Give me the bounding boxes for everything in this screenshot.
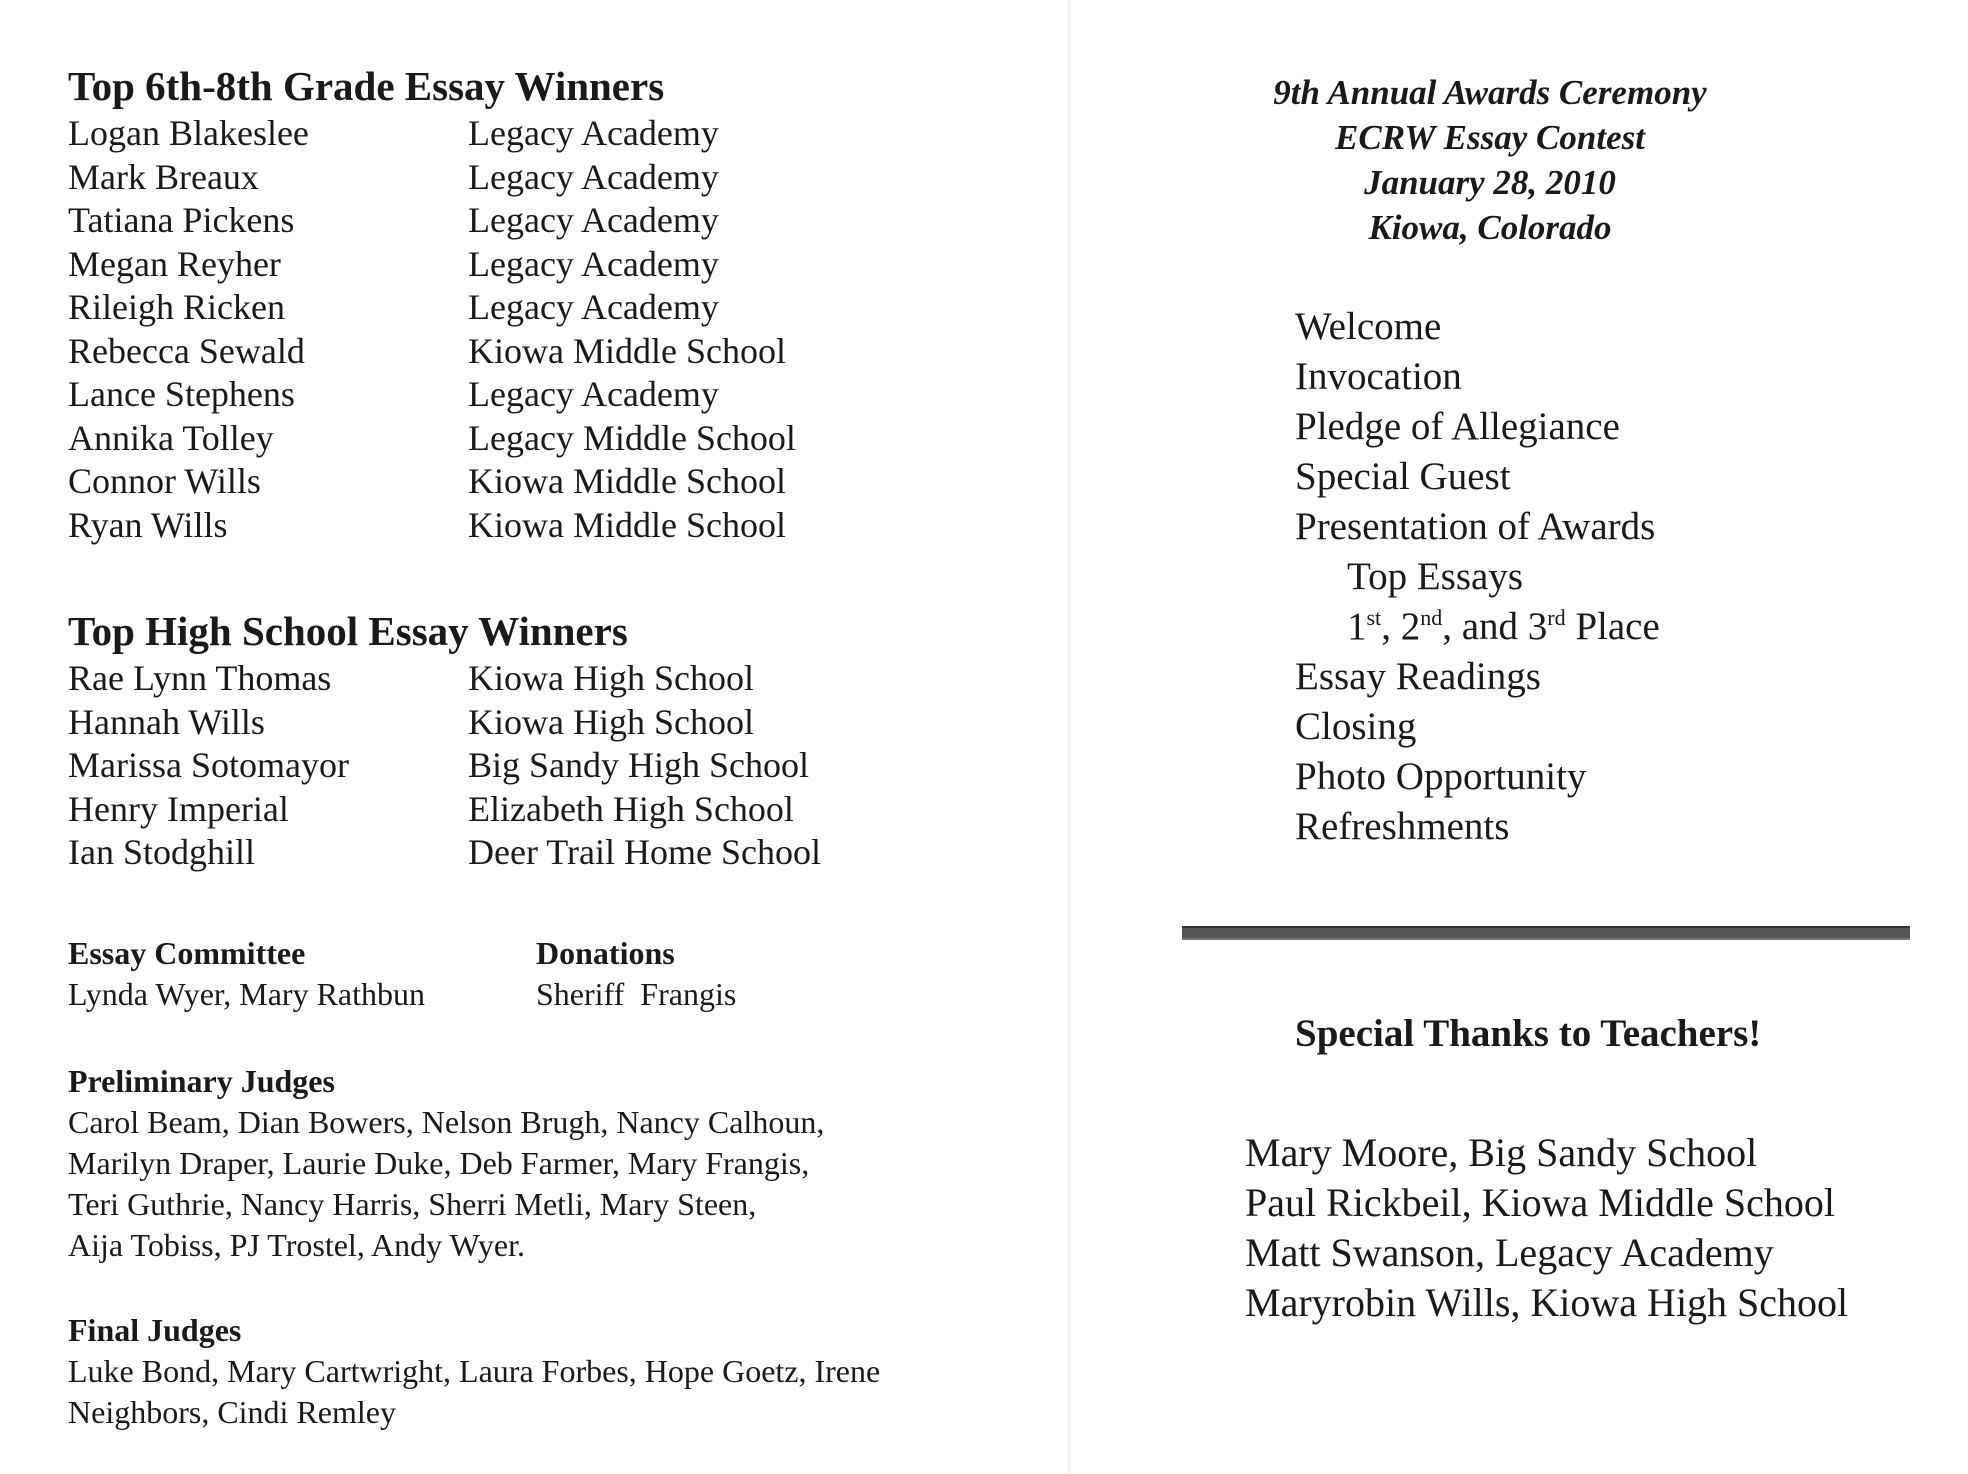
program-item-welcome: Welcome (1295, 305, 1442, 348)
list-item (68, 199, 796, 243)
list-item (68, 112, 796, 156)
middle-school-winners-list (68, 112, 796, 547)
winner-name: Rae Lynn Thomas (68, 658, 332, 698)
program-item-photo: Photo Opportunity (1295, 755, 1587, 798)
winner-name: Henry Imperial (68, 788, 289, 829)
winner-school: Deer Trail Home School (468, 832, 821, 872)
list-item (68, 417, 796, 461)
program-item-special-guest: Special Guest (1295, 455, 1511, 498)
list-item (68, 286, 796, 330)
ceremony-title: 9th Annual Awards Ceremony (1273, 73, 1707, 112)
winner-name: Tatiana Pickens (68, 200, 295, 240)
list-item (68, 657, 821, 701)
winner-school: Kiowa Middle School (468, 461, 786, 501)
preliminary-judges-names: Carol Beam, Dian Bowers, Nelson Brugh, Nancy Calhoun, Marilyn Draper, Laurie Duke, Deb Farmer, Mary Frangis, Teri Guthrie, Nancy Harris, Sherri Metli, Mary Steen, Aija Tobiss, PJ Trostel, Andy Wyer. (68, 1103, 825, 1263)
winner-name: Rileigh Ricken (68, 287, 285, 327)
list-item (68, 701, 821, 745)
winner-school: Kiowa High School (468, 701, 754, 742)
preliminary-judges-title: Preliminary Judges (68, 1062, 335, 1099)
middle-school-winners-title: Top 6th-8th Grade Essay Winners (68, 63, 665, 109)
section-spacer (68, 547, 1028, 607)
high-school-winners-title: Top High School Essay Winners (68, 608, 628, 654)
winner-school: Legacy Middle School (468, 417, 796, 458)
page-fold-line (1068, 0, 1070, 1474)
program-item-places: 1st, 2nd, and 3rd Place (1347, 605, 1660, 648)
ceremony-date: January 28, 2010 (1364, 163, 1616, 202)
final-judges (68, 1310, 968, 1433)
preliminary-judges (68, 1061, 968, 1266)
program-item-refreshments: Refreshments (1295, 805, 1510, 848)
special-thanks-title: Special Thanks to Teachers! (1295, 1012, 1762, 1055)
winner-name: Marissa Sotomayor (68, 745, 349, 785)
winner-school: Legacy Academy (468, 287, 719, 327)
winner-name: Connor Wills (68, 461, 261, 501)
essay-committee-members: Lynda Wyer, Mary Rathbun (68, 975, 426, 1012)
contest-name: ECRW Essay Contest (1335, 118, 1645, 157)
list-item: Paul Rickbeil, Kiowa Middle School (1245, 1180, 1835, 1225)
winner-name: Logan Blakeslee (68, 113, 309, 153)
winner-school: Legacy Academy (468, 374, 719, 414)
program-item-readings: Essay Readings (1295, 655, 1541, 698)
program-item-invocation: Invocation (1295, 355, 1462, 398)
winner-school: Legacy Academy (468, 243, 719, 284)
section-divider (1182, 926, 1910, 940)
program-item-presentation: Presentation of Awards (1295, 505, 1656, 548)
winner-school: Kiowa Middle School (468, 330, 786, 371)
list-item (68, 744, 821, 788)
winner-name: Rebecca Sewald (68, 330, 305, 371)
program-item-pledge: Pledge of Allegiance (1295, 405, 1620, 448)
ceremony-location: Kiowa, Colorado (1368, 208, 1612, 247)
winner-name: Annika Tolley (68, 417, 274, 458)
donations (520, 933, 736, 1015)
winner-school: Legacy Academy (468, 200, 719, 240)
list-item (68, 330, 796, 374)
program-list (1295, 302, 1930, 852)
final-judges-names: Luke Bond, Mary Cartwright, Laura Forbes, Hope Goetz, Irene Neighbors, Cindi Remley (68, 1352, 881, 1430)
final-judges-title: Final Judges (68, 1311, 242, 1348)
left-panel (68, 62, 1028, 1433)
donations-donor: Sheriff Frangis (536, 975, 737, 1012)
list-item (68, 373, 796, 417)
essay-committee (68, 933, 520, 1015)
winner-school: Legacy Academy (468, 113, 719, 153)
teachers-list (1245, 1128, 1930, 1328)
winner-school: Legacy Academy (468, 156, 719, 197)
list-item (68, 243, 796, 287)
program-item-top-essays: Top Essays (1347, 555, 1524, 598)
list-item (68, 788, 821, 832)
winner-name: Hannah Wills (68, 701, 265, 742)
right-panel (1150, 70, 1930, 1328)
high-school-winners-list (68, 657, 821, 875)
list-item (68, 460, 796, 504)
winner-name: Ian Stodghill (68, 832, 255, 872)
winner-name: Megan Reyher (68, 243, 281, 284)
winner-school: Big Sandy High School (468, 745, 810, 785)
list-item (68, 504, 796, 548)
winner-name: Lance Stephens (68, 374, 295, 414)
donations-title: Donations (536, 934, 675, 971)
winner-school: Kiowa High School (468, 658, 754, 698)
winner-school: Kiowa Middle School (468, 504, 786, 545)
program-item-closing: Closing (1295, 705, 1417, 748)
list-item: Maryrobin Wills, Kiowa High School (1245, 1280, 1849, 1325)
essay-committee-title: Essay Committee (68, 934, 306, 971)
ceremony-header (1150, 70, 1830, 250)
winner-name: Ryan Wills (68, 504, 228, 545)
winner-name: Mark Breaux (68, 156, 259, 197)
list-item (68, 831, 821, 875)
list-item: Matt Swanson, Legacy Academy (1245, 1230, 1774, 1275)
winner-school: Elizabeth High School (468, 788, 794, 829)
list-item (68, 156, 796, 200)
list-item: Mary Moore, Big Sandy School (1245, 1130, 1758, 1175)
committee-donations-row (68, 933, 1028, 1015)
